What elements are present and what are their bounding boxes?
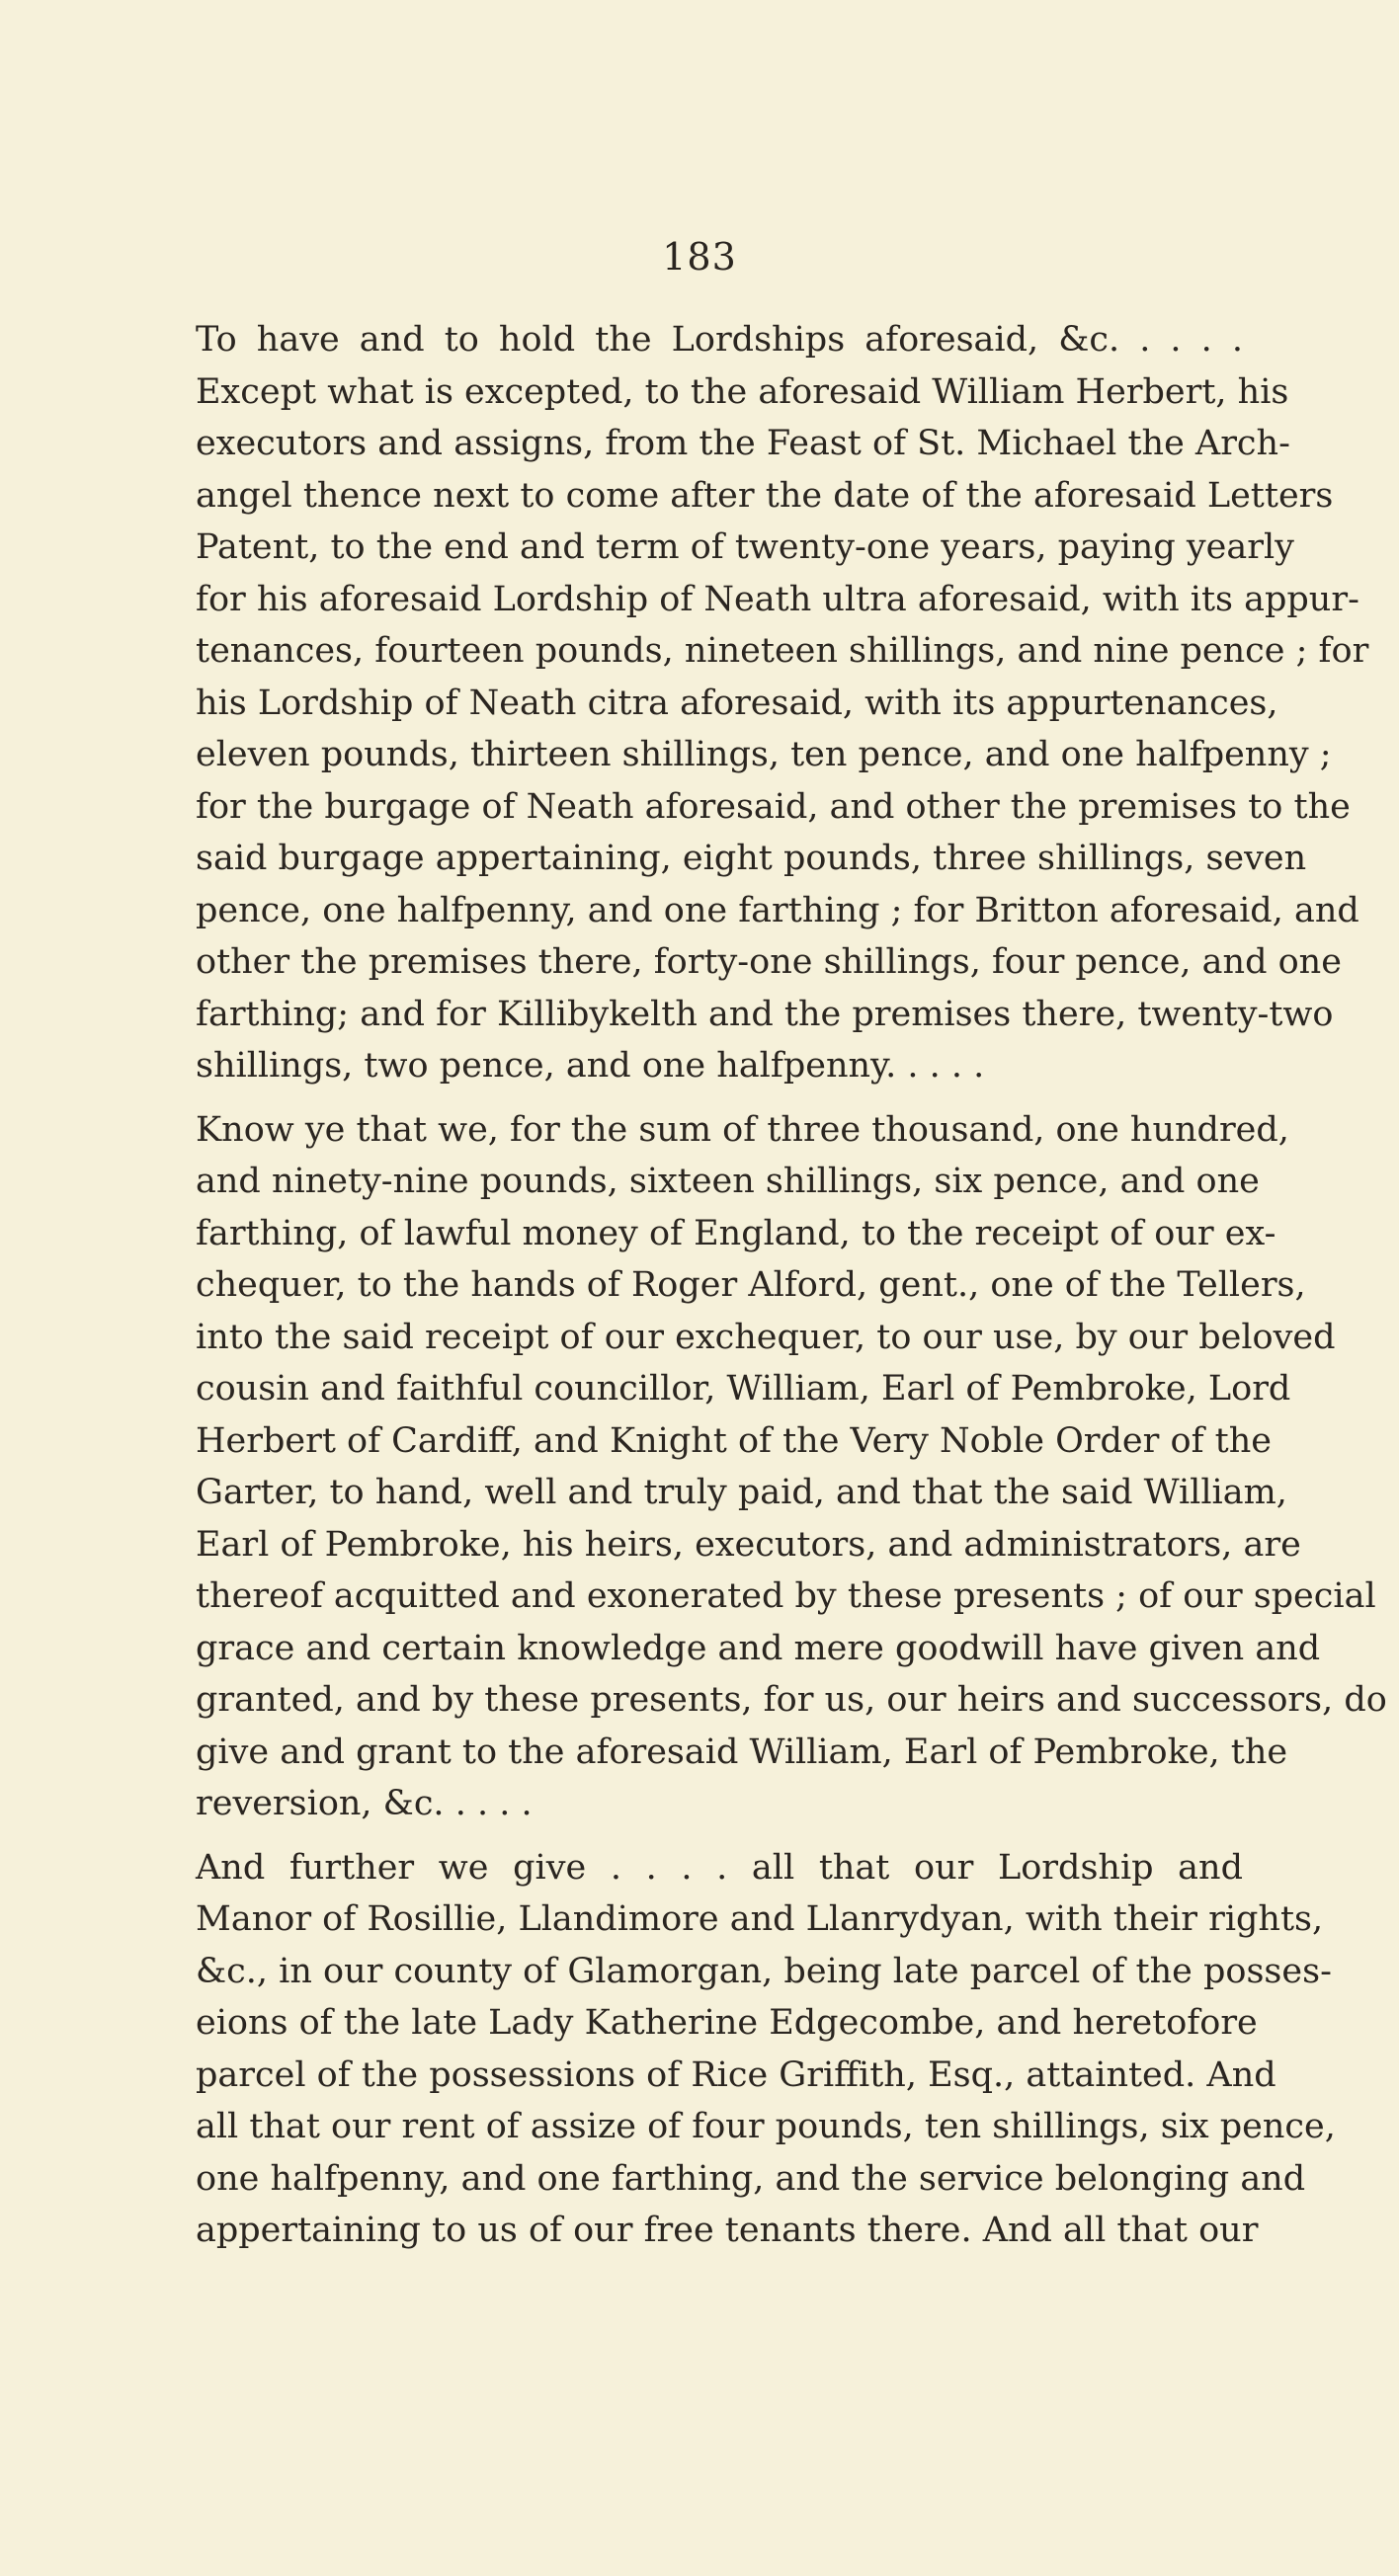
- text-line: Except what is excepted, to the aforesaid William Herbert, his: [196, 371, 1289, 412]
- text-line: grace and certain knowledge and mere goodwill have given and: [196, 1628, 1321, 1668]
- paragraph-gap: [196, 1092, 1243, 1104]
- text-line: give and grant to the aforesaid William, Earl of Pembroke, the: [196, 1731, 1288, 1772]
- paragraph: [196, 1104, 1387, 1830]
- text-line: Manor of Rosillie, Llandimore and Llanrydyan, with their rights,: [196, 1899, 1324, 1939]
- text-line: thereof acquitted and exonerated by these presents ; of our special: [196, 1576, 1376, 1616]
- text-line: executors and assigns, from the Feast of St. Michael the Arch-: [196, 424, 1290, 463]
- text-line: into the said receipt of our exchequer, to our use, by our beloved: [196, 1317, 1336, 1357]
- text-line: &c., in our county of Glamorgan, being late parcel of the posses-: [196, 1951, 1332, 1991]
- paragraph: [196, 1842, 1336, 2257]
- text-line: To have and to hold the Lordships aforesaid, &c. . . . .: [196, 320, 1243, 360]
- text-line: cousin and faithful councillor, William, Earl of Pembroke, Lord: [196, 1369, 1291, 1409]
- text-line: Herbert of Cardiff, and Knight of the Very Noble Order of the: [196, 1420, 1272, 1461]
- text-line: shillings, two pence, and one halfpenny. . . . .: [196, 1046, 985, 1086]
- text-line: farthing, of lawful money of England, to the receipt of our ex-: [196, 1213, 1276, 1253]
- text-line: farthing; and for Killibykelth and the premises there, twenty-two: [196, 994, 1334, 1034]
- paragraph: [196, 314, 1369, 1092]
- text-line: and ninety-nine pounds, sixteen shillings, six pence, and one: [196, 1162, 1260, 1201]
- text-line: appertaining to us of our free tenants there. And all that our: [196, 2211, 1259, 2250]
- text-line: granted, and by these presents, for us, our heirs and successors, do: [196, 1680, 1387, 1720]
- text-line: tenances, fourteen pounds, nineteen shillings, and nine pence ; for: [196, 631, 1369, 671]
- text-line: chequer, to the hands of Roger Alford, gent., one of the Tellers,: [196, 1265, 1306, 1305]
- text-line: angel thence next to come after the date of the aforesaid Letters: [196, 475, 1334, 516]
- text-line: eions of the late Lady Katherine Edgecombe, and heretofore: [196, 2003, 1258, 2043]
- text-line: reversion, &c. . . . .: [196, 1784, 533, 1823]
- text-line: said burgage appertaining, eight pounds, three shillings, seven: [196, 839, 1307, 878]
- text-line: parcel of the possessions of Rice Griffith, Esq., attainted. And: [196, 2054, 1276, 2095]
- text-line: pence, one halfpenny, and one farthing ; for Britton aforesaid, and: [196, 890, 1359, 930]
- text-line: eleven pounds, thirteen shillings, ten pence, and one halfpenny ;: [196, 735, 1332, 774]
- body-text: [196, 314, 1387, 2257]
- paragraph-gap: [196, 1830, 1243, 1842]
- text-line: Know ye that we, for the sum of three thousand, one hundred,: [196, 1109, 1289, 1150]
- text-line: Garter, to hand, well and truly paid, and that the said William,: [196, 1473, 1287, 1512]
- text-line: his Lordship of Neath citra aforesaid, with its appurtenances,: [196, 683, 1278, 723]
- text-line: Patent, to the end and term of twenty-one years, paying yearly: [196, 527, 1294, 567]
- text-line: for the burgage of Neath aforesaid, and other the premises to the: [196, 786, 1351, 827]
- text-line: all that our rent of assize of four pounds, ten shillings, six pence,: [196, 2107, 1336, 2146]
- text-line: Earl of Pembroke, his heirs, executors, and administrators, are: [196, 1524, 1301, 1565]
- text-line: other the premises there, forty-one shillings, four pence, and one: [196, 942, 1342, 982]
- text-line: And further we give . . . . all that our Lordship and: [196, 1847, 1243, 1888]
- text-line: for his aforesaid Lordship of Neath ultra aforesaid, with its appur-: [196, 579, 1359, 619]
- page-number: 183: [662, 235, 737, 279]
- text-line: one halfpenny, and one farthing, and the service belonging and: [196, 2158, 1306, 2199]
